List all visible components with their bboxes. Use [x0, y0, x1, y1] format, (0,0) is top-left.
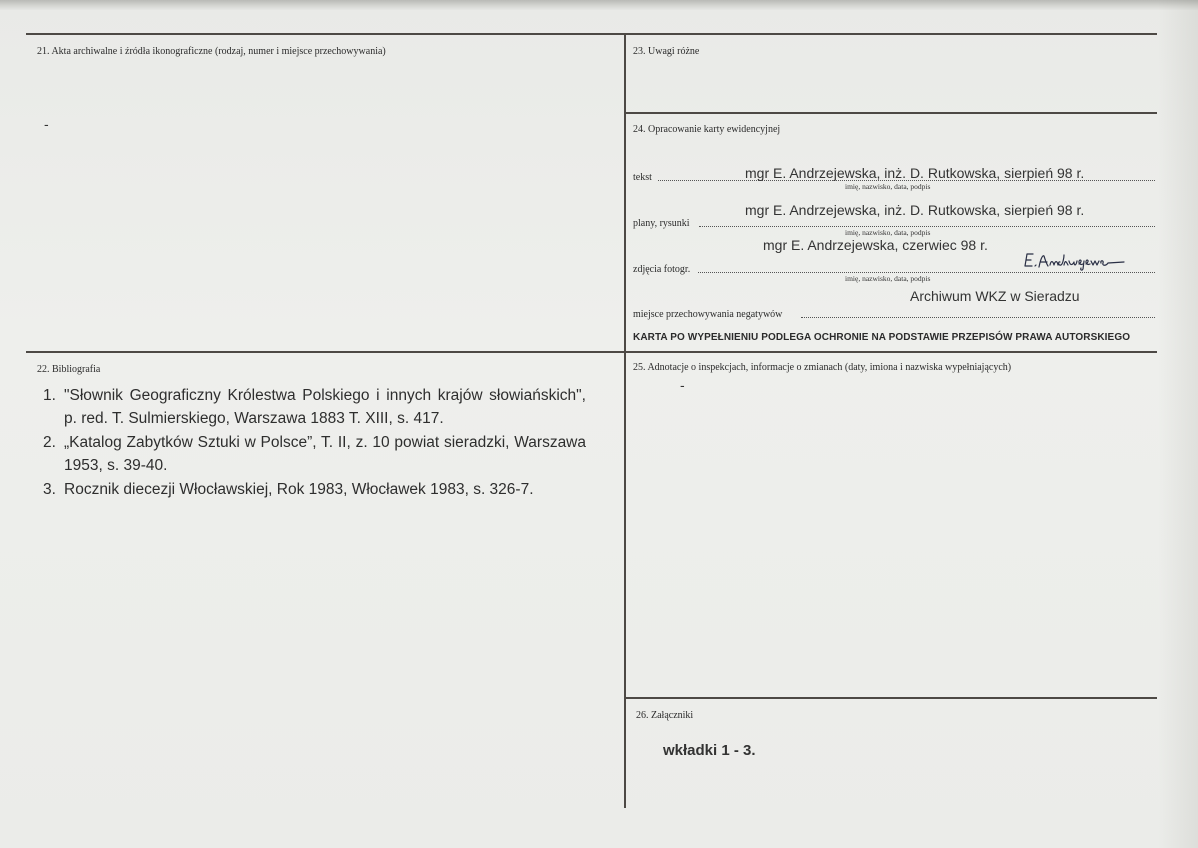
zdjecia-value: mgr E. Andrzejewska, czerwiec 98 r. — [763, 237, 988, 253]
section-24-label: 24. Opracowanie karty ewidencyjnej — [633, 124, 781, 135]
bibliography-item-text: "Słownik Geograficzny Królestwa Polskiego i innych krajów słowiańskich", p. red. T. Sulmierskiego, Warszawa 1883 T. XIII, s. 417. — [64, 387, 586, 427]
bibliography-list — [40, 384, 586, 502]
bibliography-item-text: Rocznik diecezji Włocławskiej, Rok 1983, Włocławek 1983, s. 326-7. — [64, 481, 534, 498]
miejsce-dotted-line — [801, 317, 1155, 318]
miejsce-label: miejsce przechowywania negatywów — [633, 309, 783, 320]
section-25-label: 25. Adnotacje o inspekcjach, informacje o zmianach (daty, imiona i nazwiska wypełniających) — [633, 362, 1012, 373]
bibliography-item — [40, 431, 586, 477]
middle-border-line — [26, 351, 1157, 353]
section-25-value: - — [680, 377, 685, 393]
section-23-bottom-line — [626, 112, 1157, 114]
zdjecia-label: zdjęcia fotogr. — [633, 264, 691, 275]
bibliography-item-number: 3. — [43, 481, 56, 498]
miejsce-value: Archiwum WKZ w Sieradzu — [910, 288, 1080, 304]
section-22-label: 22. Bibliografia — [37, 364, 101, 375]
plany-label: plany, rysunki — [633, 218, 690, 229]
center-divider-line — [624, 33, 626, 808]
zdjecia-sublabel: imię, nazwisko, data, podpis — [845, 274, 931, 283]
bibliography-item-text: „Katalog Zabytków Sztuki w Polsce”, T. II, z. 10 powiat sieradzki, Warszawa 1953, s. 39-40. — [64, 434, 586, 474]
section-23-label: 23. Uwagi różne — [633, 46, 700, 57]
copyright-warning: KARTA PO WYPEŁNIENIU PODLEGA OCHRONIE NA PODSTAWIE PRZEPISÓW PRAWA AUTORSKIEGO — [633, 332, 1131, 343]
section-26-label: 26. Załączniki — [636, 710, 694, 721]
plany-dotted-line — [699, 226, 1155, 227]
tekst-label: tekst — [633, 172, 652, 183]
bibliography-item — [40, 384, 586, 430]
section-21-value: - — [44, 116, 49, 132]
tekst-sublabel: imię, nazwisko, data, podpis — [845, 182, 931, 191]
plany-sublabel: imię, nazwisko, data, podpis — [845, 228, 931, 237]
section-26-top-line — [626, 697, 1157, 699]
plany-value: mgr E. Andrzejewska, inż. D. Rutkowska, sierpień 98 r. — [745, 202, 1085, 218]
signature-image — [1022, 251, 1126, 276]
scan-right-shadow — [1158, 0, 1198, 848]
bibliography-item-number: 2. — [43, 434, 56, 451]
scan-top-edge — [0, 0, 1198, 10]
section-21-label: 21. Akta archiwalne i źródła ikonograficzne (rodzaj, numer i miejsce przechowywania) — [37, 46, 386, 57]
section-26-value: wkładki 1 - 3. — [663, 742, 756, 759]
tekst-value: mgr E. Andrzejewska, inż. D. Rutkowska, sierpień 98 r. — [745, 165, 1085, 181]
top-border-line — [26, 33, 1157, 35]
bibliography-item — [40, 478, 586, 501]
bibliography-item-number: 1. — [43, 387, 56, 404]
